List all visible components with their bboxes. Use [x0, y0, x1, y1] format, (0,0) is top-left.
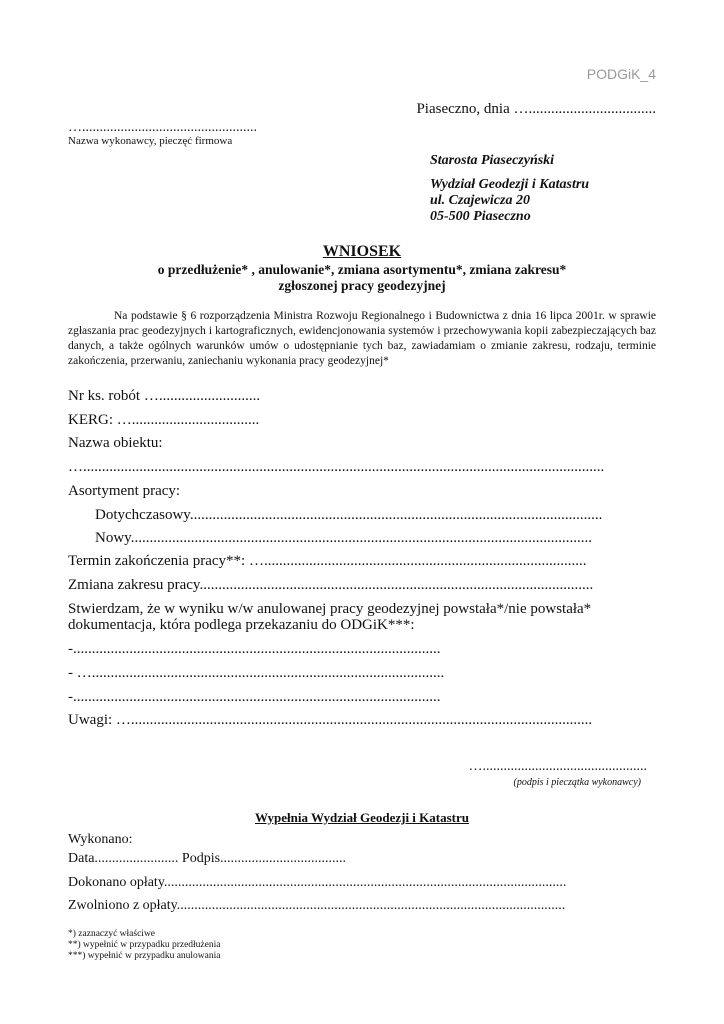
document-subtitle-1: o przedłużenie* , anulowanie*, zmiana asortymentu*, zmiana zakresu*: [157, 262, 567, 277]
contractor-caption: Nazwa wykonawcy, pieczęć firmowa: [68, 135, 233, 147]
object-name-label: Nazwa obiektu:: [68, 435, 163, 451]
footnote-1: *) zaznaczyć właściwe: [68, 929, 156, 939]
assortment-label: Asortyment pracy:: [68, 483, 181, 499]
completion-date-field: Termin zakończenia pracy**: …......................................................................................: [68, 553, 587, 569]
kerg-field: KERG: …..................................: [68, 412, 260, 428]
work-number-field: Nr ks. robót …...........................: [68, 388, 261, 404]
intro-paragraph: Na podstawie § 6 rozporządzenia Ministra Rozwoju Regionalnego i Budownictwa z dnia 16 lipca 2001r. w sprawie zgłaszania prac geodezyjnych i kartograficznych, ewidencjonowania systemów i przechowywania kopii zabezpieczających baz danych, a także ogólnych warunków umów o udostępnianie tych baz, zawiadamiam o zmianie zakresu, rodzaju, terminie zakończenia, przerwaniu, zaniechaniu wykonania pracy geodezyjnej*: [68, 310, 656, 367]
document-title: WNIOSEK: [322, 243, 402, 260]
document-subtitle-2: zgłoszonej pracy geodezyjnej: [278, 278, 446, 293]
statement-line-2: dokumentacja, która podlega przekazaniu do ODGiK***:: [68, 617, 415, 633]
completed-label: Wykonano:: [68, 832, 133, 847]
documentation-line-2: - …..............................................................................................: [68, 665, 445, 681]
object-name-field: …...........................................................................................................................................: [68, 459, 605, 475]
addressee-line-2: Wydział Geodezji i Katastru: [430, 177, 590, 192]
signature-field: …...............................................: [468, 759, 647, 774]
office-section-title: Wypełnia Wydział Geodezji i Katastru: [254, 810, 469, 825]
statement-line-1: Stwierdzam, że w wyniku w/w anulowanej pracy geodezyjnej powstała*/nie powstała*: [68, 601, 592, 617]
footnote-2: **) wypełnić w przypadku przedłużenia: [68, 940, 221, 950]
contractor-field: …..................................................: [68, 120, 257, 135]
signature-caption: (podpis i pieczątka wykonawcy): [513, 777, 641, 788]
addressee-line-4: 05-500 Piaseczno: [430, 209, 531, 224]
fee-exempt-field: Zwolniono z opłaty...............................................................................................................: [68, 898, 566, 913]
addressee-line-1: Starosta Piaseczyński: [430, 153, 555, 168]
fee-paid-field: Dokonano opłaty...................................................................................................................: [68, 875, 567, 890]
footnote-3: ***) wypełnić w przypadku anulowania: [68, 951, 221, 961]
remarks-field: Uwagi: …...........................................................................................................................: [68, 712, 593, 728]
place-date-field: Piaseczno, dnia …..................................: [416, 101, 656, 117]
assortment-previous-field: Dotychczasowy..............................................................................................................: [95, 507, 603, 523]
addressee-line-3: ul. Czajewicza 20: [430, 193, 530, 208]
date-signature-field: Data........................ Podpis....................................: [68, 851, 347, 866]
scope-change-field: Zmiana zakresu pracy.........................................................................................................: [68, 577, 594, 593]
assortment-new-field: Nowy...........................................................................................................................: [95, 530, 592, 546]
documentation-line-3: -..................................................................................................: [68, 689, 441, 705]
documentation-line-1: -..................................................................................................: [68, 641, 441, 657]
form-code: PODGiK_4: [586, 66, 656, 82]
